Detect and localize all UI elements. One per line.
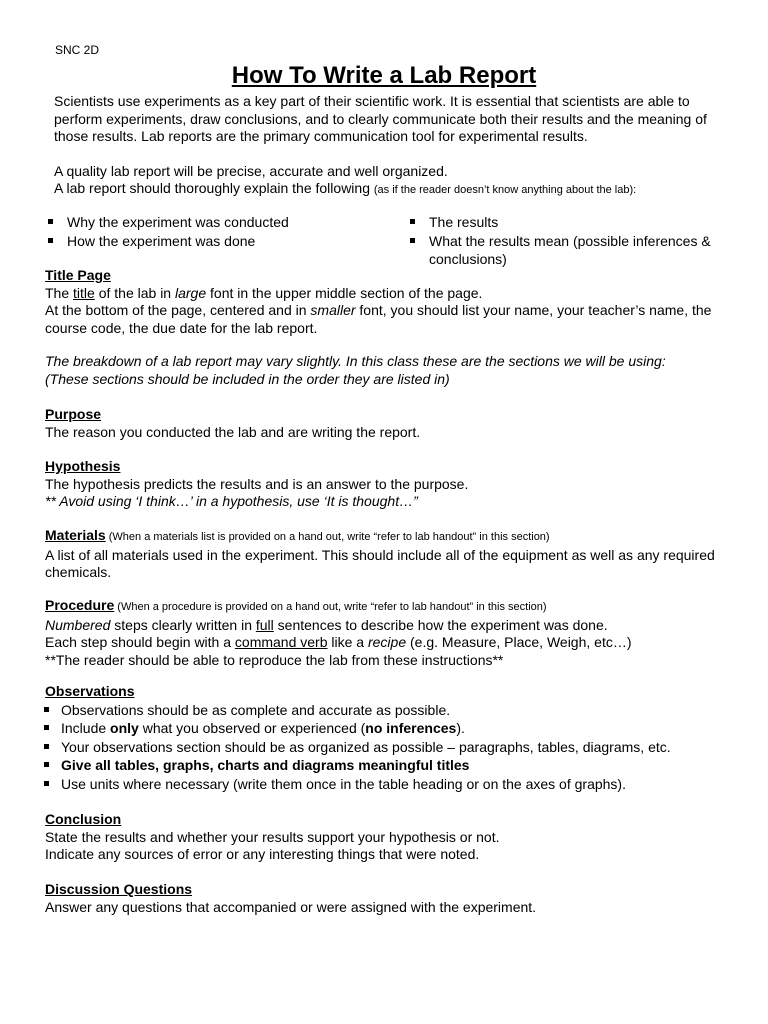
title-page-heading: Title Page <box>45 267 111 283</box>
discussion-heading: Discussion Questions <box>45 881 193 897</box>
list-item: The results <box>407 213 727 232</box>
conclusion-line2: Indicate any sources of error or any interesting things that were noted. <box>45 846 480 862</box>
list-item: What the results mean (possible inferences & conclusions) <box>407 232 727 269</box>
breakdown-line2: (These sections should be included in the order they are listed in) <box>45 370 450 387</box>
intro-paragraph: Scientists use experiments as a key part of their scientific work. It is essential that scientists are able to perform experiments, draw conclusions, and to clearly communicate both their results and the meaning of those results. Lab reports are the primary communication tool for experimental results. <box>54 93 707 144</box>
hypothesis-text: The hypothesis predicts the results and is an answer to the purpose. <box>45 475 469 492</box>
list-item: Observations should be as complete and accurate as possible. <box>43 701 745 720</box>
observations-heading: Observations <box>45 683 135 699</box>
list-item: Your observations section should be as organized as possible – paragraphs, tables, diagrams, etc. <box>43 738 745 757</box>
materials-heading: Materials <box>45 527 106 543</box>
conclusion-heading: Conclusion <box>45 811 122 827</box>
list-item: How the experiment was done <box>45 232 385 251</box>
materials-note: (When a materials list is provided on a hand out, write “refer to lab handout” in this section) <box>105 531 550 543</box>
observations-section <box>45 683 745 793</box>
procedure-heading: Procedure <box>45 597 115 613</box>
purpose-section <box>45 406 745 441</box>
conclusion-line1: State the results and whether your results support your hypothesis or not. <box>45 828 500 845</box>
purpose-text: The reason you conducted the lab and are writing the report. <box>45 423 421 440</box>
intro-explain-note: (as if the reader doesn’t know anything about the lab): <box>373 184 637 196</box>
procedure-line1: Numbered steps clearly written in full sentences to describe how the experiment was done. <box>45 616 608 633</box>
intro-quality: A quality lab report will be precise, accurate and well organized. <box>54 162 448 179</box>
list-item: Include only what you observed or experienced (no inferences). <box>43 719 745 738</box>
procedure-line3: **The reader should be able to reproduce the lab from these instructions** <box>45 651 504 668</box>
procedure-note: (When a procedure is provided on a hand out, write “refer to lab handout” in this section) <box>114 601 547 613</box>
course-code: SNC 2D <box>55 43 100 57</box>
list-item: Give all tables, graphs, charts and diagrams meaningful titles <box>43 756 745 775</box>
title-page-section <box>45 267 745 337</box>
materials-heading-line <box>45 527 745 547</box>
hypothesis-note: ** Avoid using ‘I think…’ in a hypothesis, use ‘It is thought…” <box>45 493 418 509</box>
intro-explain-text: A lab report should thoroughly explain the following <box>54 180 370 196</box>
intro-explain <box>54 180 724 200</box>
intro-section <box>54 93 724 200</box>
materials-text: A list of all materials used in the experiment. This should include all of the equipment as well as any required chemicals. <box>45 546 715 580</box>
hypothesis-heading: Hypothesis <box>45 458 121 474</box>
list-item: Use units where necessary (write them once in the table heading or on the axes of graphs). <box>43 775 745 794</box>
materials-section <box>45 527 745 582</box>
title-page-line1: The title of the lab in large font in the upper middle section of the page. <box>45 284 483 301</box>
breakdown-note <box>45 353 745 388</box>
purpose-heading: Purpose <box>45 406 102 422</box>
procedure-section <box>45 597 745 669</box>
procedure-heading-line <box>45 597 745 617</box>
list-item: Why the experiment was conducted <box>45 213 385 232</box>
discussion-text: Answer any questions that accompanied or were assigned with the experiment. <box>45 898 537 915</box>
hypothesis-section <box>45 458 745 511</box>
procedure-line2: Each step should begin with a command verb like a recipe (e.g. Measure, Place, Weigh, etc…) <box>45 634 632 650</box>
title-page-line2: At the bottom of the page, centered and in smaller font, you should list your name, your teacher’s name, the course code, the due date for the lab report. <box>45 302 712 336</box>
page-title: How To Write a Lab Report <box>231 62 537 89</box>
discussion-section <box>45 881 745 916</box>
conclusion-section <box>45 811 745 864</box>
breakdown-line1: The breakdown of a lab report may vary slightly. In this class these are the sections we will be using: <box>45 353 666 369</box>
